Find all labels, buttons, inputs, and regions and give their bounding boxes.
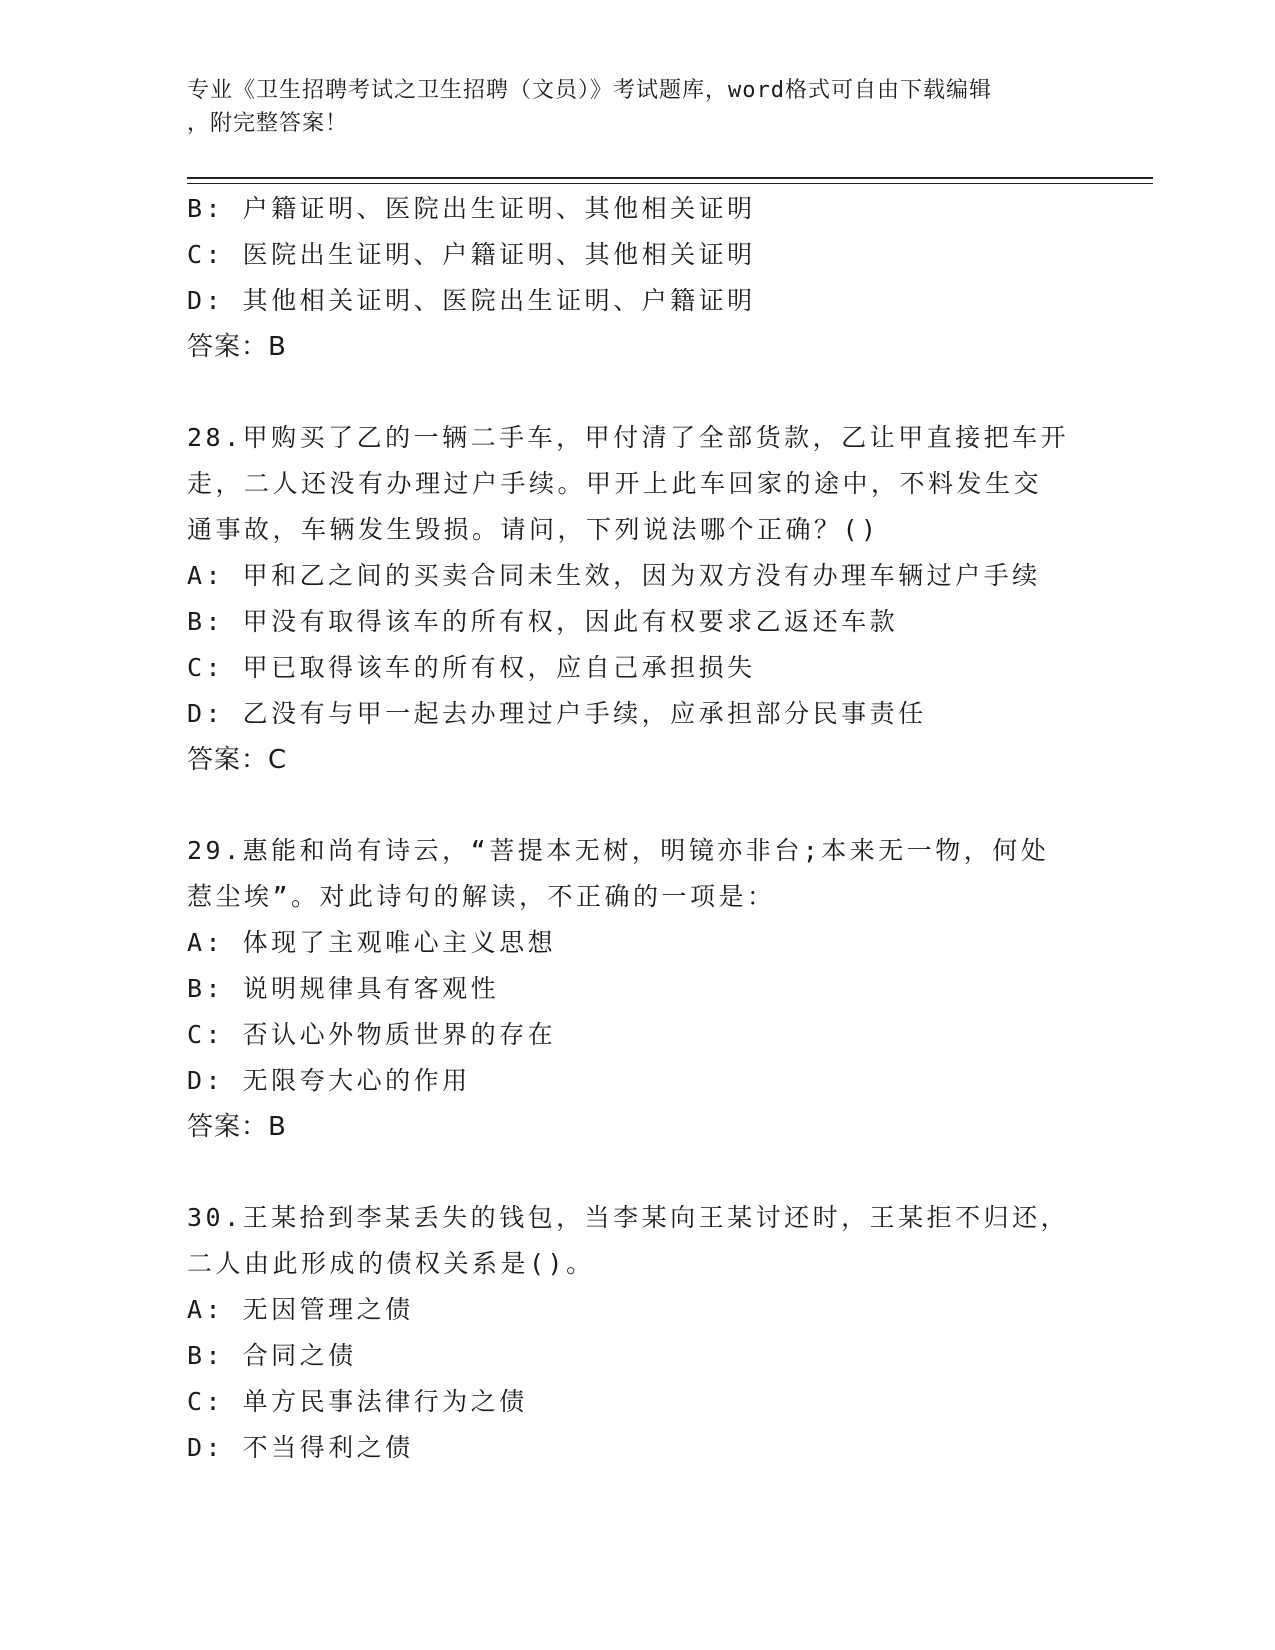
header-divider-thick bbox=[187, 177, 1153, 179]
header-line-2: ，附完整答案！ bbox=[187, 111, 349, 136]
option-d: D: 不当得利之债 bbox=[187, 1433, 414, 1462]
answer: 答案：C bbox=[187, 745, 288, 775]
option-c: C: 甲已取得该车的所有权，应自己承担损失 bbox=[187, 653, 756, 682]
question-stem-line: 通事故，车辆发生毁损。请问，下列说法哪个正确？() bbox=[187, 515, 880, 544]
question-list bbox=[187, 186, 1087, 1471]
question-27 bbox=[187, 186, 1087, 370]
question-stem-line: 二人由此形成的债权关系是()。 bbox=[187, 1249, 595, 1278]
question-stem-line: 惹尘埃”。对此诗句的解读，不正确的一项是： bbox=[187, 882, 776, 911]
question-stem-line: 28.甲购买了乙的一辆二手车，甲付清了全部货款，乙让甲直接把车开 bbox=[187, 423, 1070, 452]
option-b: B: 甲没有取得该车的所有权，因此有权要求乙返还车款 bbox=[187, 607, 899, 636]
option-b: B: 说明规律具有客观性 bbox=[187, 974, 500, 1003]
option-c: C: 医院出生证明、户籍证明、其他相关证明 bbox=[187, 240, 756, 269]
option-d: D: 其他相关证明、医院出生证明、户籍证明 bbox=[187, 286, 756, 315]
document-header bbox=[187, 74, 1087, 140]
spacer bbox=[187, 783, 1087, 828]
spacer bbox=[187, 1150, 1087, 1195]
answer: 答案：B bbox=[187, 1112, 287, 1142]
spacer bbox=[187, 370, 1087, 415]
option-a: A: 体现了主观唯心主义思想 bbox=[187, 928, 557, 957]
question-stem-line: 走，二人还没有办理过户手续。甲开上此车回家的途中，不料发生交 bbox=[187, 469, 1043, 498]
option-c: C: 单方民事法律行为之债 bbox=[187, 1387, 528, 1416]
question-stem-line: 30.王某拾到李某丢失的钱包，当李某向王某讨还时，王某拒不归还， bbox=[187, 1203, 1070, 1232]
header-line-1: 专业《卫生招聘考试之卫生招聘（文员）》考试题库，word格式可自由下载编辑 bbox=[187, 78, 992, 103]
option-a: A: 甲和乙之间的买卖合同未生效，因为双方没有办理车辆过户手续 bbox=[187, 561, 1041, 590]
question-30 bbox=[187, 1195, 1087, 1471]
option-d: D: 乙没有与甲一起去办理过户手续，应承担部分民事责任 bbox=[187, 699, 927, 728]
option-b: B: 户籍证明、医院出生证明、其他相关证明 bbox=[187, 194, 756, 223]
option-c: C: 否认心外物质世界的存在 bbox=[187, 1020, 557, 1049]
answer: 答案：B bbox=[187, 332, 287, 362]
question-29 bbox=[187, 828, 1087, 1150]
option-b: B: 合同之债 bbox=[187, 1341, 357, 1370]
header-divider-thin bbox=[187, 183, 1153, 184]
option-d: D: 无限夸大心的作用 bbox=[187, 1066, 471, 1095]
option-a: A: 无因管理之债 bbox=[187, 1295, 414, 1324]
question-28 bbox=[187, 415, 1087, 783]
question-stem-line: 29.惠能和尚有诗云，“菩提本无树，明镜亦非台;本来无一物，何处 bbox=[187, 836, 1050, 865]
